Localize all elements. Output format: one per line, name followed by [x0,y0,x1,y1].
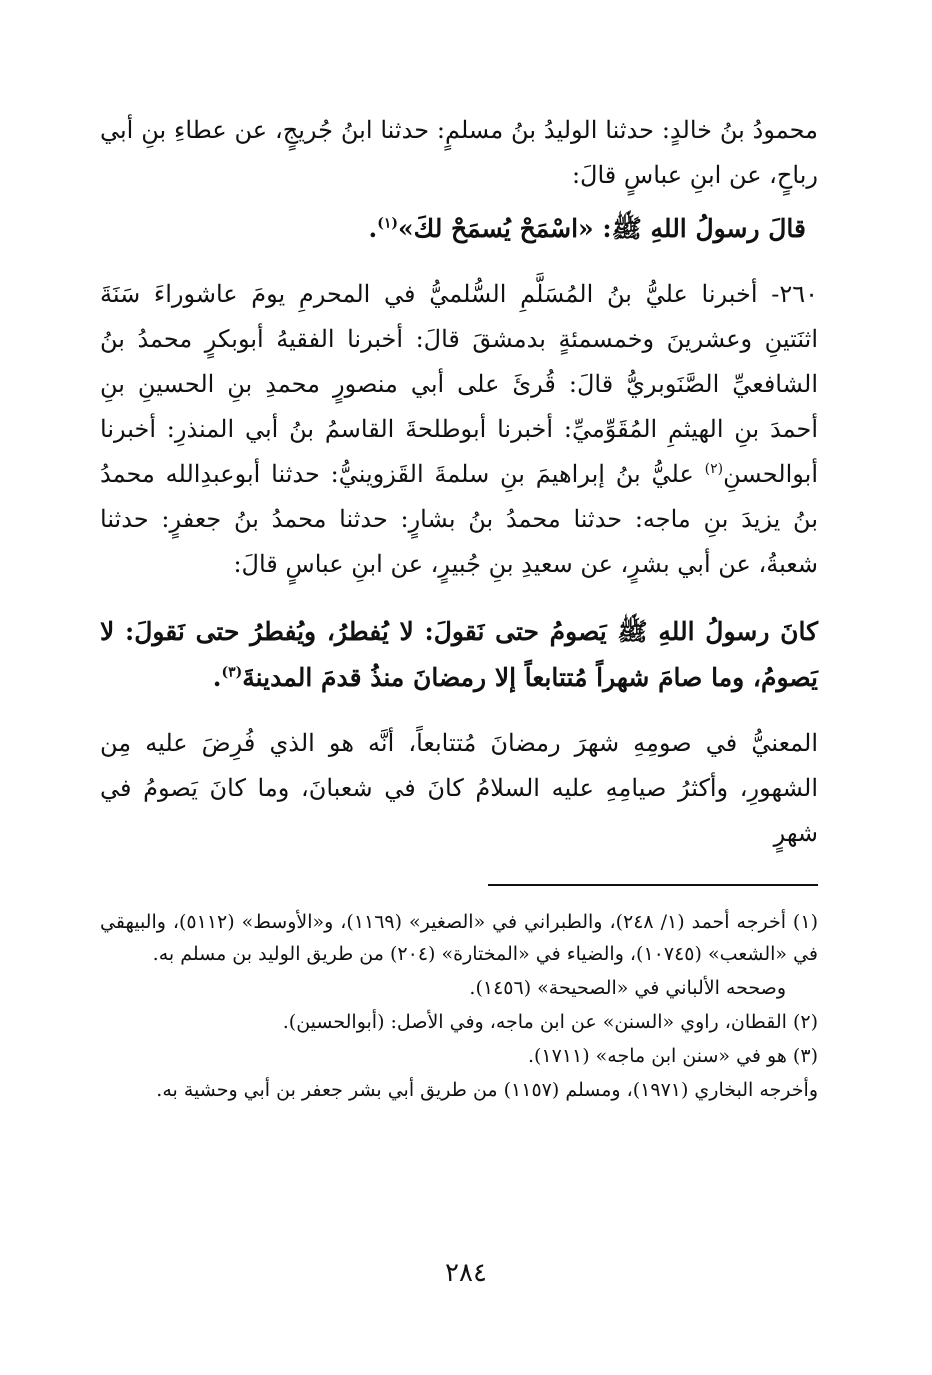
paragraph-isnad-2-cont: عليُّ بنُ إبراهيمَ بنِ سلمةَ القَزوينيُّ: حدثنا أبوعبدِالله محمدُ بنُ يزيدَ بنِ ماجه: حدثنا محمدُ بنُ بشارٍ: حدثنا محمدُ بنُ جعفرٍ: حدثنا شعبةُ، عن أبي بشرٍ، عن سعيدِ بنِ جُبيرٍ، عن ابنِ عباسٍ قالَ: [100,460,818,578]
footnote-2: (٢) القطان، راوي «السنن» عن ابن ماجه، وفي الأصل: (أبوالحسين). [282,1011,818,1033]
page-number: ٢٨٤ [445,1258,487,1288]
hadith-2 [100,609,818,701]
footnote-1-note: وصححه الألباني في «الصحيحة» (١٤٥٦). [469,977,786,999]
footnote-ref-2[interactable]: (٢) [704,461,724,477]
hadith-2-text: كانَ رسولُ اللهِ ﷺ يَصومُ حتى نَقولَ: لا يُفطرُ، ويُفطرُ حتى نَقولَ: لا يَصومُ، وما صامَ شهراً مُتتابعاً إلا رمضانَ منذُ قدمَ المدينةَ [100,617,818,692]
footnote-ref-3[interactable]: (٣) [221,664,243,681]
footnote-divider [488,884,818,886]
paragraph-isnad-1: محمودُ بنُ خالدٍ: حدثنا الوليدُ بنُ مسلمٍ: حدثنا ابنُ جُريجٍ، عن عطاءِ بنِ أبي رباحٍ، عن ابنِ عباسٍ قالَ: [100,116,818,189]
paragraph-isnad-2-text: ٢٦٠- أخبرنا عليُّ بنُ المُسَلَّمِ السُّلميُّ في المحرمِ يومَ عاشوراءَ سَنَةَ اثنَتينِ وعشرينَ وخمسمئةٍ بدمشقَ قالَ: أخبرنا الفقيهُ أبوبكرٍ محمدُ بنُ الشافعيِّ الصَّنَوبريُّ قالَ: قُرئَ على أبي منصورٍ محمدِ بنِ الحسينِ بنِ أحمدَ بنِ الهيثمِ المُقَوِّميِّ: أخبرنا أبوطلحةَ القاسمُ بنُ أبي المنذرِ: أخبرنا أبوالحسنِ [100,280,818,488]
hadith-1-end: . [368,214,378,243]
paragraph-commentary: المعنيُّ في صومِهِ شهرَ رمضانَ مُتتابعاً، أنَّه هو الذي فُرِضَ عليه مِن الشهورِ، وأكثرُ صيامِهِ عليه السلامُ كانَ في شعبانَ، وما كانَ يَصومُ في شهرٍ [100,729,818,847]
footnotes-section [100,906,818,1106]
footnote-3: (٣) هو في «سنن ابن ماجه» (١٧١١). [527,1045,818,1067]
hadith-1-text: قالَ رسولُ اللهِ ﷺ: «اسْمَحْ يُسمَحْ لكَ» [398,214,806,243]
paragraph-isnad-2 [100,272,818,587]
hadith-1 [100,206,818,252]
page-body [100,108,818,1108]
footnote-ref-1[interactable]: (١) [377,215,398,232]
footnote-1: (١) أخرجه أحمد (١/ ٢٤٨)، والطبراني في «الصغير» (١١٦٩)، و«الأوسط» (٥١١٢)، والبيهقي في «الشعب» (١٠٧٤٥)، والضياء في «المختارة» (٢٠٤) من طريق الوليد بن مسلم به. [100,911,818,965]
footnote-3-note: وأخرجه البخاري (١٩٧١)، ومسلم (١١٥٧) من طريق أبي بشر جعفر بن أبي وحشية به. [156,1079,818,1101]
hadith-2-end: . [212,663,222,692]
